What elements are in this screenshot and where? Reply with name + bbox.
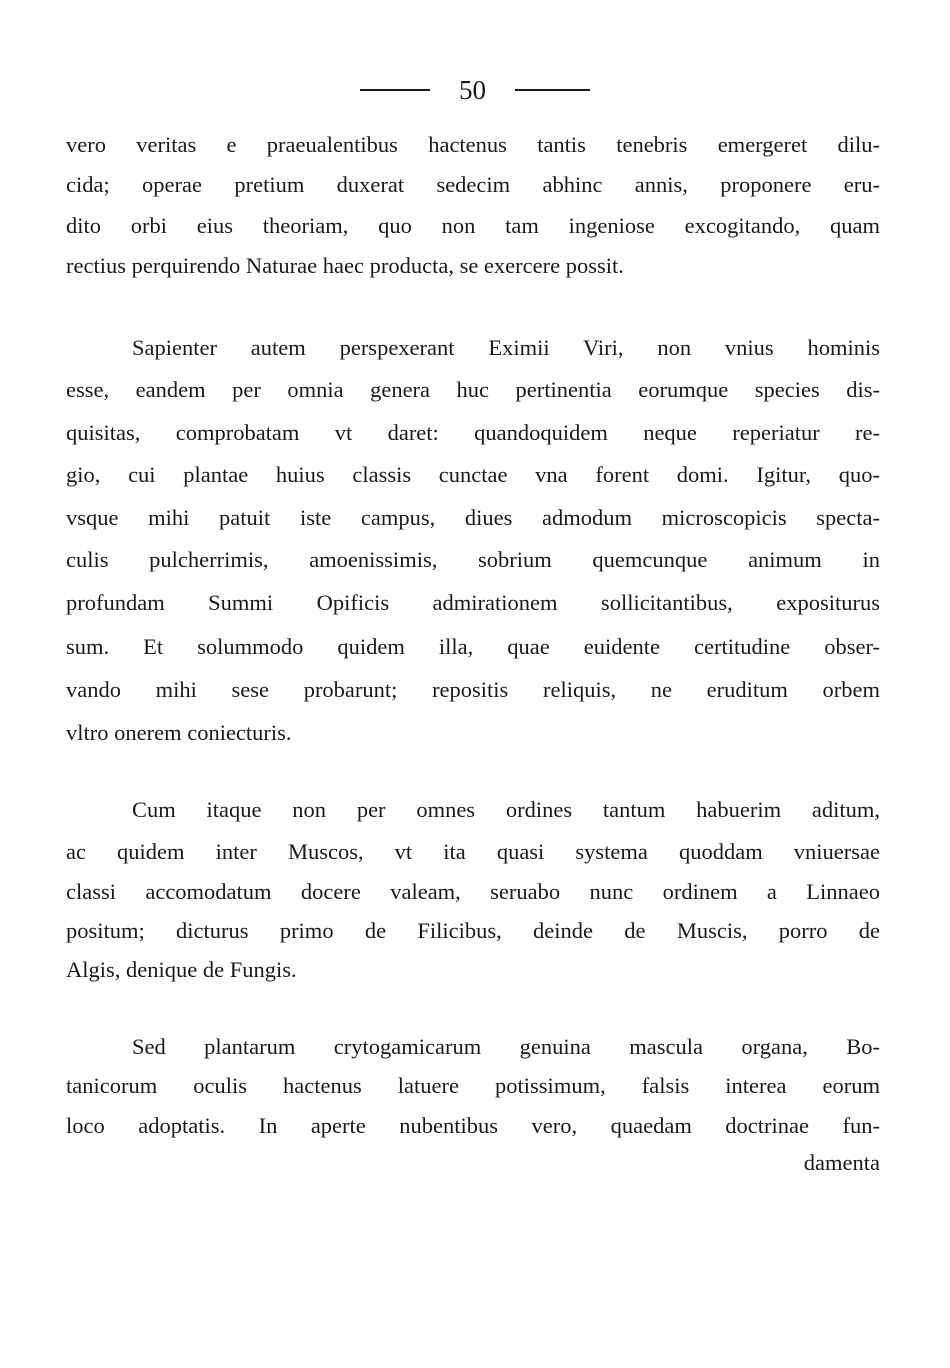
text-line: loco adoptatis. In aperte nubentibus vero, quaedam doctrinae fun-: [66, 1113, 880, 1138]
text-line: esse, eandem per omnia genera huc pertinentia eorumque species dis-: [66, 377, 880, 402]
text-line: ac quidem inter Muscos, vt ita quasi systema quoddam vniuersae: [66, 839, 880, 864]
text-line: Cum itaque non per omnes ordines tantum habuerim aditum,: [132, 797, 880, 822]
header-rule-right: [515, 89, 590, 91]
text-line: dito orbi eius theoriam, quo non tam ingeniose excogitando, quam: [66, 213, 880, 238]
page-header: [0, 72, 950, 108]
text-line: Sapienter autem perspexerant Eximii Viri, non vnius hominis: [132, 335, 880, 360]
text-line: rectius perquirendo Naturae haec producta, se exercere possit.: [66, 253, 624, 278]
text-line: positum; dicturus primo de Filicibus, deinde de Muscis, porro de: [66, 918, 880, 943]
text-line: profundam Summi Opificis admirationem sollicitantibus, expositurus: [66, 590, 880, 615]
text-line: vando mihi sese probarunt; repositis reliquis, ne eruditum orbem: [66, 677, 880, 702]
text-line: culis pulcherrimis, amoenissimis, sobrium quemcunque animum in: [66, 547, 880, 572]
text-line: gio, cui plantae huius classis cunctae vna forent domi. Igitur, quo-: [66, 462, 880, 487]
page-number: 50: [459, 75, 486, 105]
text-line: vsque mihi patuit iste campus, diues admodum microscopicis specta-: [66, 505, 880, 530]
text-line: tanicorum oculis hactenus latuere potissimum, falsis interea eorum: [66, 1073, 880, 1098]
text-line: Algis, denique de Fungis.: [66, 957, 297, 982]
text-line: vltro onerem coniecturis.: [66, 720, 292, 745]
text-line: sum. Et solummodo quidem illa, quae euidente certitudine obser-: [66, 634, 880, 659]
text-line: quisitas, comprobatam vt daret: quandoquidem neque reperiatur re-: [66, 420, 880, 445]
text-line: classi accomodatum docere valeam, seruabo nunc ordinem a Linnaeo: [66, 879, 880, 904]
catchword: damenta: [803, 1150, 880, 1175]
text-line: cida; operae pretium duxerat sedecim abhinc annis, proponere eru-: [66, 172, 880, 197]
text-line: Sed plantarum crytogamicarum genuina mascula organa, Bo-: [132, 1034, 880, 1059]
text-line: vero veritas e praeualentibus hactenus tantis tenebris emergeret dilu-: [66, 132, 880, 157]
header-rule-left: [360, 89, 430, 91]
